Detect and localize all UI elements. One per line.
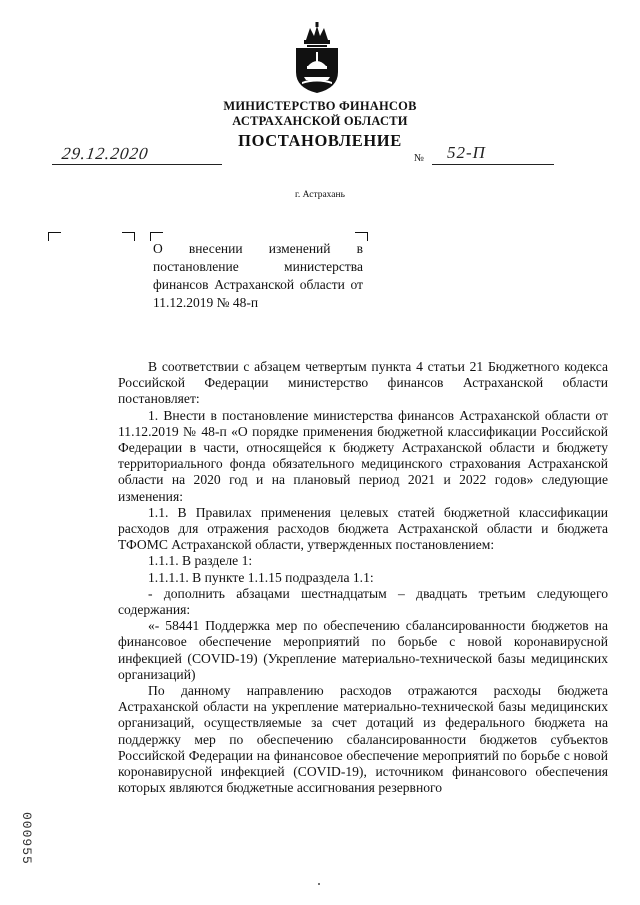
body-paragraph: 1.1.1. В разделе 1: — [148, 553, 253, 569]
left-corner-mark — [48, 232, 61, 241]
body-paragraph: 1. Внести в постановление министерства финансов Астраханской области от 11.12.2019 № 48-п «О порядке применения бюджетной классификации Российской Федерации в части, относящейся к бюджету Астраханской области и бюджету территориального фонда обязательного медицинского страхования Астраханской области на 2020 год и на плановый период 2021 и 2022 годов» следующие изменения: — [118, 407, 608, 504]
body-paragraph: «- 58441 Поддержка мер по обеспечению сбалансированности бюджетов на финансовое обеспечение мероприятий по борьбе с новой коронавирусной инфекцией (COVID-19) (Укрепление материально-технической базы медицинских организаций) — [118, 618, 608, 682]
ministry-name-line2: АСТРАХАНСКОЙ ОБЛАСТИ — [232, 114, 408, 128]
coat-of-arms-emblem — [292, 22, 342, 94]
left-corner-mark-right — [122, 232, 135, 241]
body-paragraph: В соответствии с абзацем четвертым пункта 4 статьи 21 Бюджетного кодекса Российской Федерации министерство финансов Астраханской области постановляет: — [118, 359, 608, 407]
body-paragraph: 1.1.1.1. В пункте 1.1.15 подраздела 1.1: — [148, 569, 374, 585]
document-type-title: ПОСТАНОВЛЕНИЕ — [238, 131, 402, 150]
scan-dot — [318, 883, 320, 885]
document-subject: О внесении изменений в постановление министерства финансов Астраханской области от 11.12.2019 № 48-п — [153, 241, 363, 310]
handwritten-date: 29.12.2020 — [60, 144, 150, 163]
date-underline — [52, 164, 222, 165]
number-underline — [432, 164, 554, 165]
ministry-name-line1: МИНИСТЕРСТВО ФИНАНСОВ — [223, 99, 417, 113]
number-sign: № — [414, 153, 425, 164]
stamp-number: 000955 — [19, 812, 34, 865]
document-body — [118, 359, 608, 796]
handwritten-number: 52-П — [447, 143, 486, 162]
body-paragraph: По данному направлению расходов отражаются расходы бюджета Астраханской области на укрепление материально-технической базы медицинских организаций, осуществляемые за счет дотаций из федерального бюджета на поддержку мер по обеспечению сбалансированности бюджетов субъектов Российской Федерации на финансовое обеспечение мероприятий по борьбе с новой коронавирусной инфекцией (COVID-19), источником финансового обеспечения которых являются бюджетные ассигнования резервного — [118, 683, 608, 796]
body-paragraph: - дополнить абзацами шестнадцатым – двадцать третьим следующего содержания: — [118, 585, 608, 618]
city-label: г. Астрахань — [295, 190, 345, 200]
body-paragraph: 1.1. В Правилах применения целевых статей бюджетной классификации расходов для отражения расходов бюджета Астраханской области и бюджета ТФОМС Астраханской области, утвержденных постановлением: — [118, 504, 608, 553]
registration-stamp — [20, 812, 34, 872]
